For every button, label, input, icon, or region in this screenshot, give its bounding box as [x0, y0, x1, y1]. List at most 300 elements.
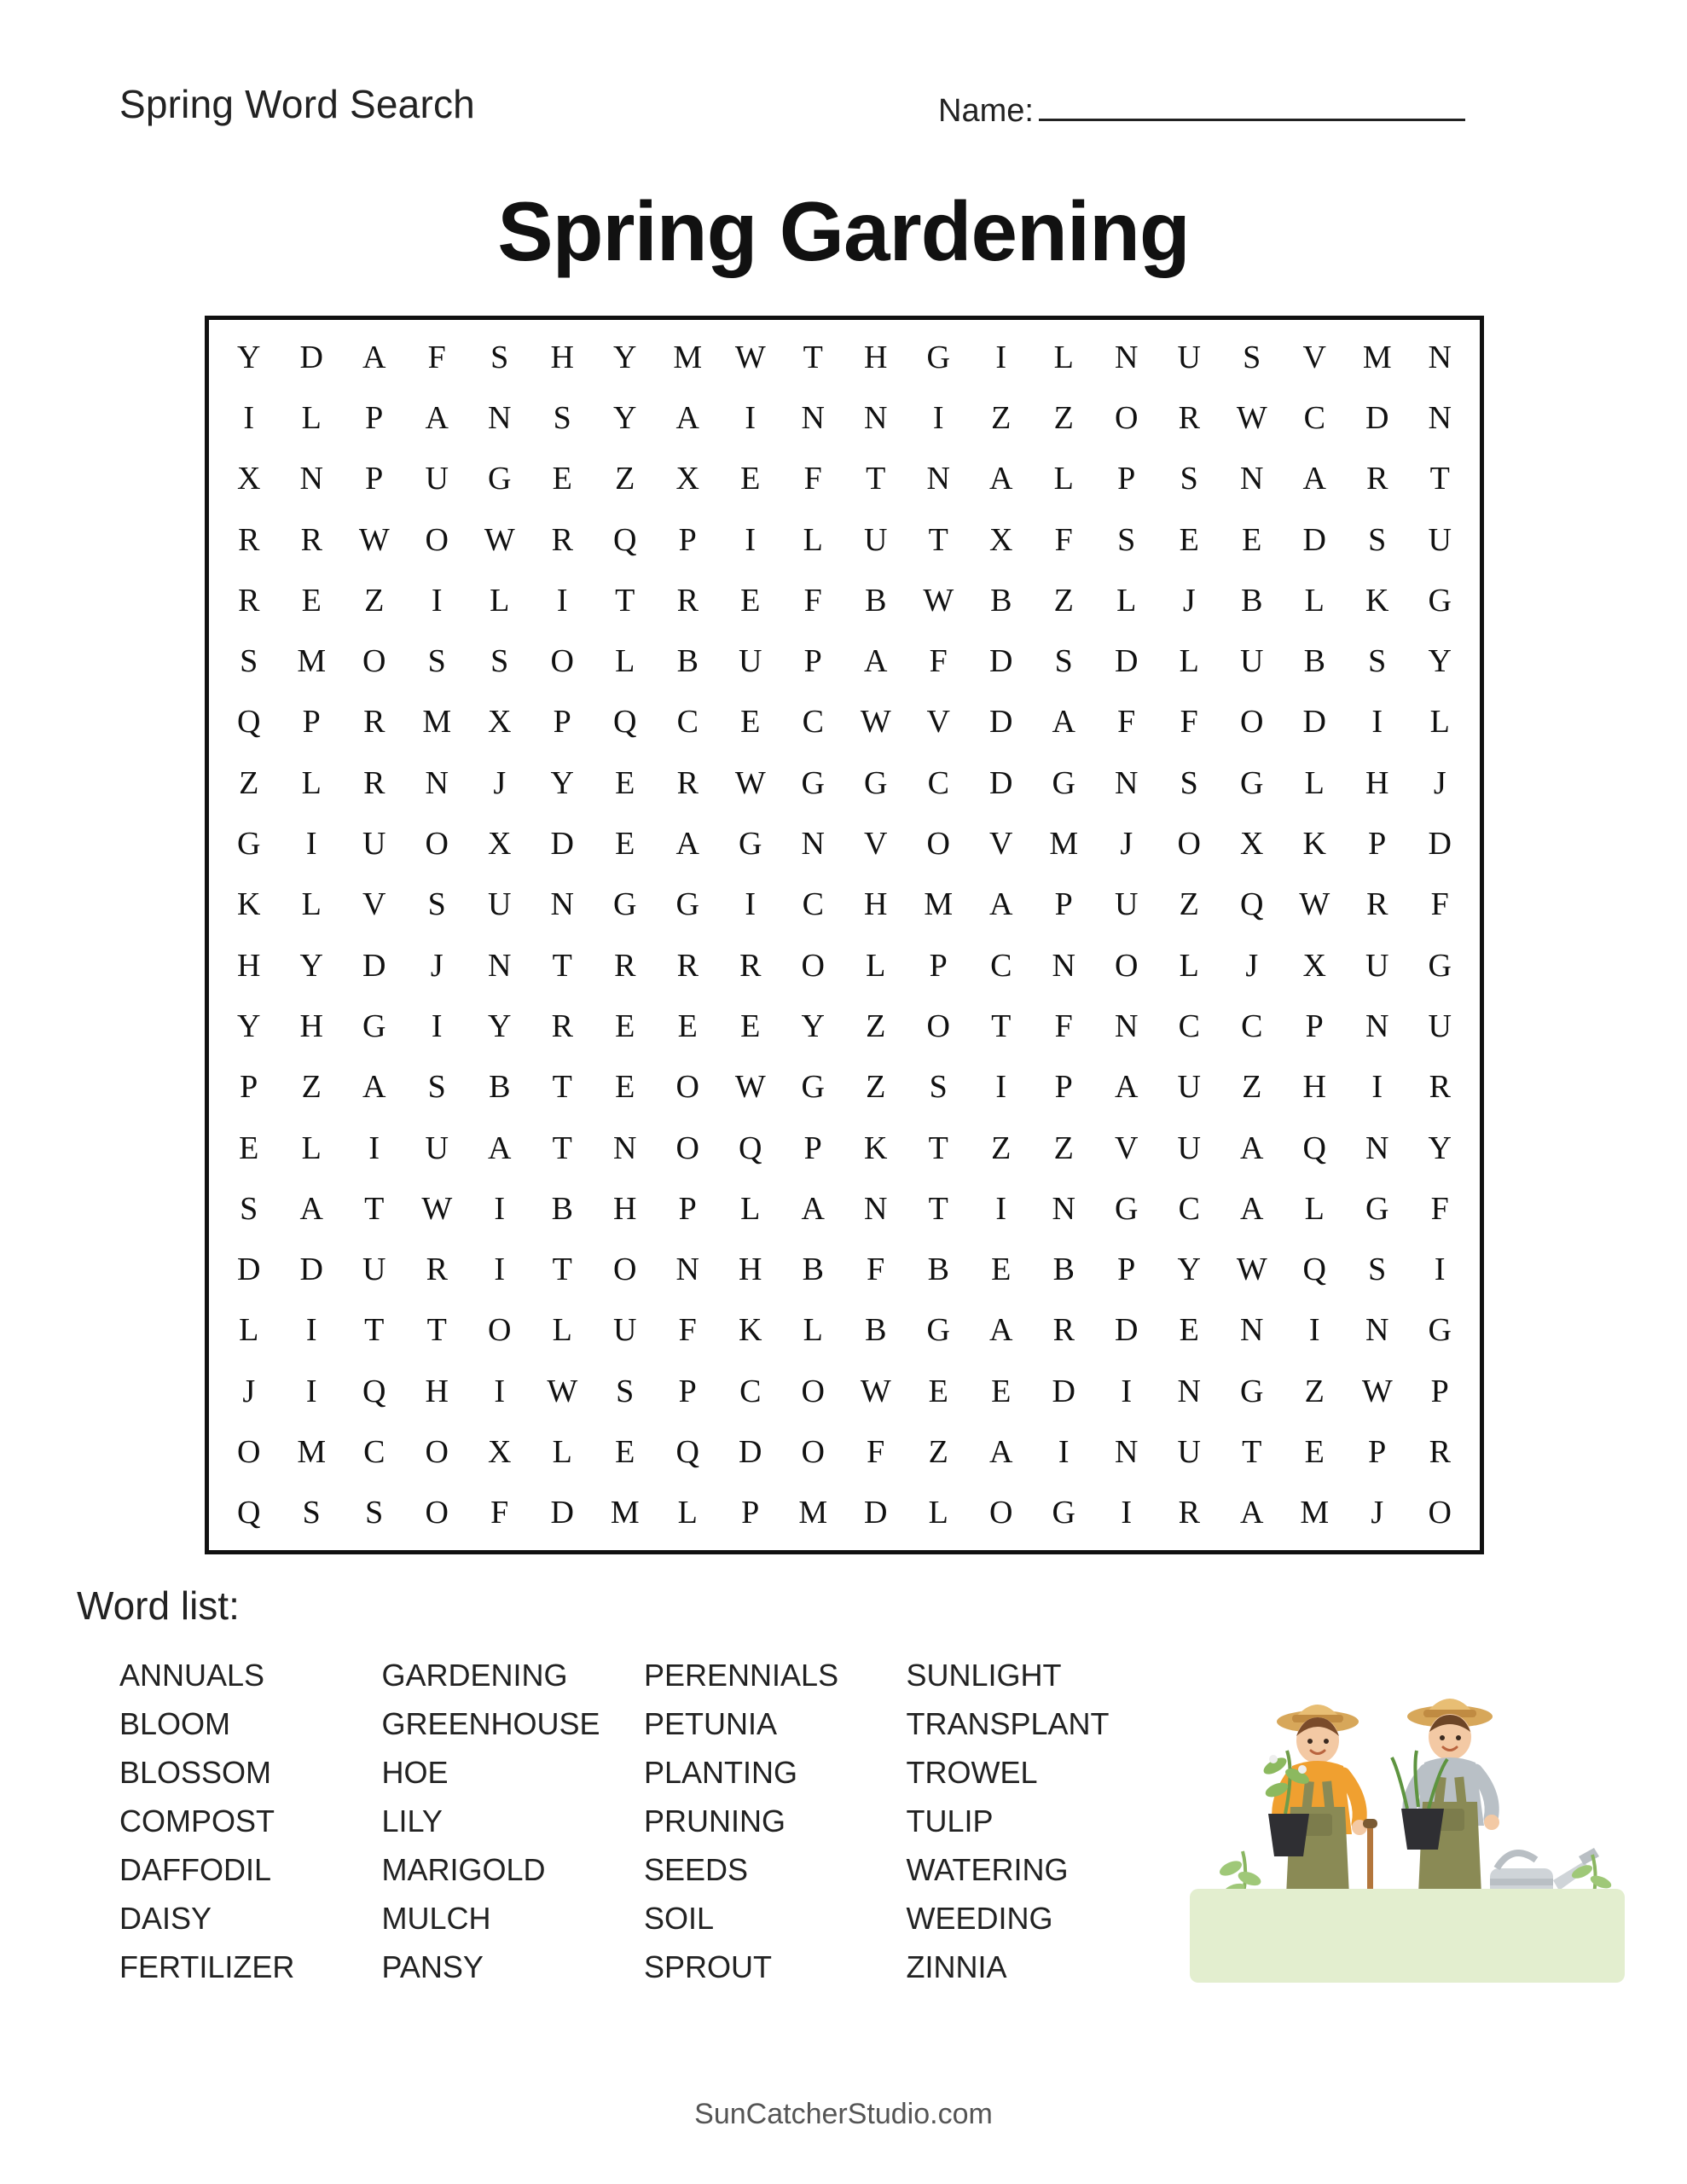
grid-cell[interactable]: L: [1116, 582, 1137, 619]
wordlist-item[interactable]: TULIP: [906, 1804, 994, 1838]
grid-cell[interactable]: L: [928, 1495, 948, 1531]
grid-cell[interactable]: D: [989, 764, 1013, 801]
grid-cell[interactable]: Y: [1177, 1252, 1201, 1288]
wordlist-item[interactable]: WATERING: [906, 1852, 1069, 1887]
grid-cell[interactable]: G: [801, 1069, 825, 1106]
grid-cell[interactable]: W: [860, 704, 891, 741]
grid-cell[interactable]: P: [365, 399, 384, 436]
grid-cell[interactable]: R: [238, 582, 260, 619]
wordlist-item[interactable]: COMPOST: [119, 1804, 275, 1838]
grid-cell[interactable]: E: [615, 1069, 635, 1106]
grid-cell[interactable]: D: [1115, 1312, 1139, 1349]
grid-cell[interactable]: F: [929, 643, 948, 680]
grid-cell[interactable]: I: [932, 399, 944, 436]
grid-cell[interactable]: O: [1177, 826, 1201, 863]
grid-cell[interactable]: D: [299, 1252, 323, 1288]
grid-cell[interactable]: N: [1428, 339, 1452, 375]
grid-cell[interactable]: U: [1428, 521, 1452, 558]
grid-cell[interactable]: T: [803, 339, 823, 375]
grid-cell[interactable]: O: [237, 1434, 261, 1471]
grid-cell[interactable]: P: [678, 521, 697, 558]
grid-cell[interactable]: J: [1371, 1495, 1384, 1531]
grid-cell[interactable]: E: [615, 764, 635, 801]
grid-cell[interactable]: D: [299, 339, 323, 375]
wordlist-item[interactable]: DAISY: [119, 1901, 212, 1936]
grid-cell[interactable]: P: [803, 643, 822, 680]
word-search-grid[interactable]: [205, 316, 1484, 1554]
grid-cell[interactable]: N: [864, 399, 888, 436]
grid-cell[interactable]: C: [990, 947, 1012, 984]
grid-cell[interactable]: L: [1304, 1190, 1325, 1227]
grid-cell[interactable]: U: [1365, 947, 1389, 984]
grid-cell[interactable]: D: [1052, 1373, 1075, 1409]
wordlist-item[interactable]: MULCH: [381, 1901, 491, 1936]
grid-cell[interactable]: I: [305, 1373, 317, 1409]
grid-cell[interactable]: I: [745, 521, 757, 558]
grid-cell[interactable]: A: [675, 399, 699, 436]
grid-cell[interactable]: A: [801, 1190, 825, 1227]
grid-cell[interactable]: G: [1428, 947, 1452, 984]
grid-cell[interactable]: E: [991, 1373, 1012, 1409]
grid-cell[interactable]: E: [1304, 1434, 1325, 1471]
grid-cell[interactable]: K: [1365, 582, 1389, 619]
grid-cell[interactable]: R: [1429, 1434, 1451, 1471]
grid-cell[interactable]: B: [990, 582, 1012, 619]
grid-cell[interactable]: T: [1242, 1434, 1262, 1471]
grid-cell[interactable]: L: [803, 521, 823, 558]
grid-cell[interactable]: P: [1368, 826, 1387, 863]
wordlist-item[interactable]: FERTILIZER: [119, 1949, 295, 1984]
grid-cell[interactable]: M: [297, 1434, 327, 1471]
grid-cell[interactable]: R: [1178, 1495, 1200, 1531]
grid-cell[interactable]: M: [1362, 339, 1392, 375]
grid-cell[interactable]: I: [368, 1130, 380, 1166]
grid-cell[interactable]: Q: [1240, 886, 1264, 923]
grid-cell[interactable]: G: [926, 1312, 950, 1349]
grid-cell[interactable]: L: [866, 947, 886, 984]
grid-cell[interactable]: D: [1302, 704, 1326, 741]
grid-cell[interactable]: T: [928, 521, 948, 558]
grid-cell[interactable]: T: [364, 1190, 385, 1227]
grid-cell[interactable]: U: [362, 1252, 386, 1288]
grid-cell[interactable]: T: [1429, 461, 1450, 497]
grid-cell[interactable]: Z: [1053, 582, 1074, 619]
grid-cell[interactable]: V: [926, 704, 950, 741]
grid-cell[interactable]: V: [1302, 339, 1326, 375]
grid-cell[interactable]: I: [995, 1069, 1007, 1106]
grid-cell[interactable]: D: [989, 704, 1013, 741]
grid-cell[interactable]: R: [238, 521, 260, 558]
grid-cell[interactable]: P: [553, 704, 571, 741]
grid-cell[interactable]: L: [301, 1130, 322, 1166]
grid-cell[interactable]: A: [864, 643, 888, 680]
grid-cell[interactable]: W: [923, 582, 954, 619]
grid-cell[interactable]: Z: [301, 1069, 322, 1106]
grid-cell[interactable]: E: [991, 1252, 1012, 1288]
grid-cell[interactable]: L: [1053, 461, 1074, 497]
grid-cell[interactable]: Q: [613, 704, 637, 741]
grid-cell[interactable]: L: [552, 1312, 572, 1349]
grid-cell[interactable]: E: [740, 1008, 761, 1044]
grid-cell[interactable]: G: [926, 339, 950, 375]
grid-cell[interactable]: C: [676, 704, 699, 741]
grid-cell[interactable]: N: [1115, 764, 1139, 801]
grid-cell[interactable]: I: [1058, 1434, 1070, 1471]
grid-cell[interactable]: T: [552, 947, 572, 984]
grid-cell[interactable]: L: [301, 764, 322, 801]
grid-cell[interactable]: Y: [801, 1008, 825, 1044]
grid-cell[interactable]: G: [1052, 764, 1075, 801]
grid-cell[interactable]: I: [1371, 1069, 1383, 1106]
grid-cell[interactable]: Y: [237, 339, 261, 375]
grid-cell[interactable]: H: [550, 339, 574, 375]
grid-cell[interactable]: Y: [613, 339, 637, 375]
grid-cell[interactable]: R: [363, 764, 386, 801]
grid-cell[interactable]: R: [1366, 886, 1388, 923]
grid-cell[interactable]: W: [860, 1373, 891, 1409]
grid-cell[interactable]: O: [425, 826, 449, 863]
grid-cell[interactable]: S: [427, 1069, 446, 1106]
grid-cell[interactable]: E: [740, 461, 761, 497]
grid-cell[interactable]: J: [1182, 582, 1196, 619]
grid-cell[interactable]: O: [801, 1373, 825, 1409]
grid-cell[interactable]: P: [678, 1190, 697, 1227]
grid-cell[interactable]: Q: [362, 1373, 386, 1409]
wordlist-item[interactable]: TRANSPLANT: [906, 1706, 1110, 1741]
grid-cell[interactable]: O: [1240, 704, 1264, 741]
grid-cell[interactable]: X: [1240, 826, 1264, 863]
grid-cell[interactable]: V: [362, 886, 386, 923]
grid-cell[interactable]: G: [675, 886, 699, 923]
grid-cell[interactable]: N: [1365, 1130, 1389, 1166]
grid-cell[interactable]: Y: [613, 399, 637, 436]
grid-cell[interactable]: I: [995, 1190, 1007, 1227]
grid-cell[interactable]: H: [299, 1008, 323, 1044]
grid-cell[interactable]: P: [1368, 1434, 1387, 1471]
grid-cell[interactable]: U: [739, 643, 762, 680]
grid-cell[interactable]: J: [430, 947, 443, 984]
grid-cell[interactable]: I: [745, 399, 757, 436]
grid-cell[interactable]: M: [1300, 1495, 1330, 1531]
grid-cell[interactable]: L: [490, 582, 510, 619]
grid-cell[interactable]: G: [1428, 1312, 1452, 1349]
grid-cell[interactable]: W: [734, 1069, 766, 1106]
grid-cell[interactable]: L: [1304, 764, 1325, 801]
grid-cell[interactable]: R: [676, 582, 699, 619]
wordlist-item[interactable]: SUNLIGHT: [906, 1658, 1062, 1693]
grid-cell[interactable]: I: [1371, 704, 1383, 741]
grid-cell[interactable]: Z: [1053, 399, 1074, 436]
grid-cell[interactable]: Z: [239, 764, 259, 801]
grid-cell[interactable]: P: [1430, 1373, 1449, 1409]
grid-cell[interactable]: O: [675, 1130, 699, 1166]
wordlist-item[interactable]: DAFFODIL: [119, 1852, 272, 1887]
grid-cell[interactable]: G: [739, 826, 762, 863]
grid-cell[interactable]: S: [1180, 764, 1198, 801]
grid-cell[interactable]: Y: [1428, 1130, 1452, 1166]
grid-cell[interactable]: E: [615, 1008, 635, 1044]
grid-cell[interactable]: S: [240, 1190, 258, 1227]
grid-cell[interactable]: Z: [928, 1434, 948, 1471]
grid-cell[interactable]: L: [615, 643, 635, 680]
grid-cell[interactable]: H: [1302, 1069, 1326, 1106]
grid-cell[interactable]: S: [427, 643, 446, 680]
grid-cell[interactable]: A: [362, 1069, 386, 1106]
grid-cell[interactable]: Y: [237, 1008, 261, 1044]
grid-cell[interactable]: P: [1117, 1252, 1136, 1288]
grid-cell[interactable]: G: [1115, 1190, 1139, 1227]
grid-cell[interactable]: S: [302, 1495, 321, 1531]
grid-cell[interactable]: A: [362, 339, 386, 375]
grid-cell[interactable]: O: [801, 947, 825, 984]
grid-cell[interactable]: G: [864, 764, 888, 801]
grid-cell[interactable]: F: [867, 1434, 885, 1471]
grid-cell[interactable]: N: [1365, 1312, 1389, 1349]
grid-cell[interactable]: Z: [991, 1130, 1012, 1166]
grid-cell[interactable]: U: [1115, 886, 1139, 923]
grid-cell[interactable]: G: [237, 826, 261, 863]
grid-cell[interactable]: L: [1179, 947, 1199, 984]
grid-cell[interactable]: N: [1177, 1373, 1201, 1409]
grid-cell[interactable]: N: [801, 826, 825, 863]
grid-cell[interactable]: N: [299, 461, 323, 497]
grid-cell[interactable]: I: [243, 399, 255, 436]
grid-cell[interactable]: J: [242, 1373, 256, 1409]
grid-cell[interactable]: R: [300, 521, 322, 558]
grid-cell[interactable]: T: [928, 1190, 948, 1227]
grid-cell[interactable]: W: [1299, 886, 1330, 923]
grid-cell[interactable]: Y: [488, 1008, 512, 1044]
grid-cell[interactable]: N: [550, 886, 574, 923]
grid-cell[interactable]: L: [301, 399, 322, 436]
grid-cell[interactable]: C: [802, 704, 824, 741]
grid-cell[interactable]: B: [1052, 1252, 1075, 1288]
grid-cell[interactable]: S: [427, 886, 446, 923]
grid-cell[interactable]: G: [488, 461, 512, 497]
grid-cell[interactable]: X: [1302, 947, 1326, 984]
grid-cell[interactable]: I: [556, 582, 568, 619]
grid-cell[interactable]: N: [1115, 1008, 1139, 1044]
grid-cell[interactable]: N: [488, 947, 512, 984]
grid-cell[interactable]: E: [740, 704, 761, 741]
grid-cell[interactable]: U: [864, 521, 888, 558]
grid-cell[interactable]: P: [302, 704, 321, 741]
grid-cell[interactable]: L: [239, 1312, 259, 1349]
grid-cell[interactable]: A: [989, 461, 1013, 497]
grid-cell[interactable]: M: [798, 1495, 828, 1531]
grid-cell[interactable]: A: [1115, 1069, 1139, 1106]
grid-cell[interactable]: Q: [739, 1130, 762, 1166]
grid-cell[interactable]: X: [488, 704, 512, 741]
grid-cell[interactable]: R: [676, 947, 699, 984]
grid-cell[interactable]: S: [240, 643, 258, 680]
wordlist-item[interactable]: GREENHOUSE: [381, 1706, 600, 1741]
grid-cell[interactable]: L: [1304, 582, 1325, 619]
grid-cell[interactable]: I: [1434, 1252, 1446, 1288]
grid-cell[interactable]: E: [740, 582, 761, 619]
grid-cell[interactable]: W: [734, 764, 766, 801]
grid-cell[interactable]: C: [1241, 1008, 1263, 1044]
grid-cell[interactable]: S: [1368, 643, 1387, 680]
grid-cell[interactable]: C: [1178, 1190, 1200, 1227]
grid-cell[interactable]: Q: [675, 1434, 699, 1471]
grid-cell[interactable]: O: [425, 1434, 449, 1471]
grid-cell[interactable]: C: [1303, 399, 1325, 436]
grid-cell[interactable]: S: [1243, 339, 1261, 375]
grid-cell[interactable]: Q: [237, 1495, 261, 1531]
grid-cell[interactable]: E: [1179, 1312, 1199, 1349]
grid-cell[interactable]: G: [1052, 1495, 1075, 1531]
grid-cell[interactable]: R: [676, 764, 699, 801]
wordlist-item[interactable]: PLANTING: [644, 1755, 798, 1790]
grid-cell[interactable]: P: [929, 947, 948, 984]
grid-cell[interactable]: N: [675, 1252, 699, 1288]
grid-cell[interactable]: I: [995, 339, 1007, 375]
wordlist-item[interactable]: MARIGOLD: [381, 1852, 546, 1887]
wordlist-item[interactable]: BLOOM: [119, 1706, 231, 1741]
grid-cell[interactable]: O: [550, 643, 574, 680]
grid-cell[interactable]: A: [989, 886, 1013, 923]
wordlist-item[interactable]: WEEDING: [906, 1901, 1053, 1936]
grid-cell[interactable]: N: [488, 399, 512, 436]
grid-cell[interactable]: H: [864, 339, 888, 375]
grid-cell[interactable]: F: [1430, 1190, 1449, 1227]
grid-cell[interactable]: N: [1052, 1190, 1075, 1227]
grid-cell[interactable]: Y: [299, 947, 323, 984]
grid-cell[interactable]: P: [678, 1373, 697, 1409]
grid-cell[interactable]: V: [989, 826, 1013, 863]
grid-cell[interactable]: G: [1240, 1373, 1264, 1409]
grid-cell[interactable]: N: [864, 1190, 888, 1227]
grid-cell[interactable]: T: [552, 1252, 572, 1288]
grid-cell[interactable]: I: [494, 1252, 506, 1288]
grid-cell[interactable]: Q: [1302, 1252, 1326, 1288]
grid-cell[interactable]: F: [1430, 886, 1449, 923]
grid-cell[interactable]: N: [1115, 1434, 1139, 1471]
grid-cell[interactable]: A: [675, 826, 699, 863]
grid-cell[interactable]: O: [362, 643, 386, 680]
grid-cell[interactable]: N: [613, 1130, 637, 1166]
grid-cell[interactable]: S: [365, 1495, 384, 1531]
grid-cell[interactable]: P: [1305, 1008, 1324, 1044]
grid-cell[interactable]: W: [734, 339, 766, 375]
grid-cell[interactable]: L: [1053, 339, 1074, 375]
grid-cell[interactable]: F: [803, 461, 822, 497]
grid-cell[interactable]: O: [613, 1252, 637, 1288]
grid-cell[interactable]: A: [989, 1434, 1013, 1471]
grid-cell[interactable]: G: [613, 886, 637, 923]
grid-cell[interactable]: J: [1433, 764, 1446, 801]
grid-cell[interactable]: P: [1117, 461, 1136, 497]
wordlist-item[interactable]: PETUNIA: [644, 1706, 778, 1741]
grid-cell[interactable]: D: [237, 1252, 261, 1288]
grid-cell[interactable]: R: [1178, 399, 1200, 436]
wordlist-item[interactable]: ZINNIA: [906, 1949, 1007, 1984]
grid-cell[interactable]: P: [365, 461, 384, 497]
grid-cell[interactable]: L: [1179, 643, 1199, 680]
grid-cell[interactable]: B: [865, 582, 887, 619]
grid-cell[interactable]: P: [1054, 886, 1073, 923]
grid-cell[interactable]: Z: [1053, 1130, 1074, 1166]
grid-cell[interactable]: S: [1368, 1252, 1387, 1288]
grid-cell[interactable]: E: [1242, 521, 1262, 558]
grid-cell[interactable]: B: [551, 1190, 573, 1227]
grid-cell[interactable]: N: [1115, 339, 1139, 375]
grid-cell[interactable]: R: [551, 1008, 573, 1044]
wordlist-item[interactable]: LILY: [381, 1804, 443, 1838]
grid-cell[interactable]: D: [550, 1495, 574, 1531]
grid-cell[interactable]: K: [864, 1130, 888, 1166]
grid-cell[interactable]: Q: [1302, 1130, 1326, 1166]
grid-cell[interactable]: I: [305, 826, 317, 863]
grid-cell[interactable]: T: [426, 1312, 447, 1349]
grid-cell[interactable]: R: [739, 947, 762, 984]
grid-cell[interactable]: V: [1115, 1130, 1139, 1166]
grid-cell[interactable]: N: [926, 461, 950, 497]
grid-cell[interactable]: F: [1054, 1008, 1073, 1044]
grid-cell[interactable]: S: [1368, 521, 1387, 558]
grid-cell[interactable]: Y: [1428, 643, 1452, 680]
grid-cell[interactable]: D: [362, 947, 386, 984]
grid-cell[interactable]: U: [425, 461, 449, 497]
grid-cell[interactable]: Q: [613, 521, 637, 558]
grid-cell[interactable]: K: [237, 886, 261, 923]
grid-cell[interactable]: T: [615, 582, 635, 619]
grid-cell[interactable]: U: [1177, 339, 1201, 375]
grid-cell[interactable]: I: [431, 582, 443, 619]
grid-cell[interactable]: B: [676, 643, 699, 680]
grid-cell[interactable]: Q: [237, 704, 261, 741]
grid-cell[interactable]: B: [1303, 643, 1325, 680]
grid-cell[interactable]: W: [1361, 1373, 1393, 1409]
grid-cell[interactable]: S: [1180, 461, 1198, 497]
grid-cell[interactable]: C: [802, 886, 824, 923]
grid-cell[interactable]: E: [677, 1008, 698, 1044]
grid-cell[interactable]: D: [1365, 399, 1389, 436]
grid-cell[interactable]: H: [739, 1252, 762, 1288]
grid-cell[interactable]: M: [673, 339, 703, 375]
wordlist-item[interactable]: BLOSSOM: [119, 1755, 272, 1790]
grid-cell[interactable]: E: [928, 1373, 948, 1409]
grid-cell[interactable]: A: [299, 1190, 323, 1227]
grid-cell[interactable]: N: [1240, 1312, 1264, 1349]
grid-cell[interactable]: A: [488, 1130, 512, 1166]
grid-cell[interactable]: H: [237, 947, 261, 984]
grid-cell[interactable]: U: [1177, 1434, 1201, 1471]
grid-cell[interactable]: T: [364, 1312, 385, 1349]
grid-cell[interactable]: O: [425, 1495, 449, 1531]
grid-cell[interactable]: G: [1240, 764, 1264, 801]
grid-cell[interactable]: U: [1428, 1008, 1452, 1044]
grid-cell[interactable]: L: [552, 1434, 572, 1471]
grid-cell[interactable]: D: [1428, 826, 1452, 863]
grid-cell[interactable]: M: [610, 1495, 640, 1531]
grid-cell[interactable]: W: [484, 521, 515, 558]
grid-cell[interactable]: L: [803, 1312, 823, 1349]
grid-cell[interactable]: R: [1052, 1312, 1075, 1349]
grid-cell[interactable]: N: [801, 399, 825, 436]
grid-cell[interactable]: B: [865, 1312, 887, 1349]
grid-cell[interactable]: X: [989, 521, 1013, 558]
grid-cell[interactable]: R: [1429, 1069, 1451, 1106]
grid-cell[interactable]: A: [1052, 704, 1075, 741]
grid-cell[interactable]: B: [927, 1252, 949, 1288]
grid-cell[interactable]: D: [1302, 521, 1326, 558]
grid-cell[interactable]: T: [552, 1069, 572, 1106]
grid-cell[interactable]: P: [803, 1130, 822, 1166]
grid-cell[interactable]: G: [801, 764, 825, 801]
grid-cell[interactable]: W: [421, 1190, 453, 1227]
